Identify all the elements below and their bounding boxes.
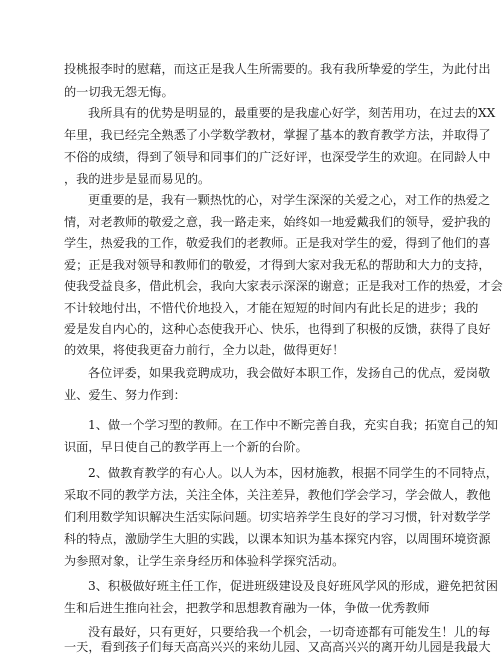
text-line: 的一切我无怨无悔。 [64, 85, 174, 99]
text-line: 使我受益良多，借此机会，我向大家表示深深的谢意；正是我对工作的热爱，才会 [64, 279, 503, 293]
document-page [64, 0, 503, 654]
text-line: 爱；正是我对领导和教师们的敬爱，才得到大家对我无私的帮助和大力的支持， [64, 258, 491, 272]
text-line: 年里，我已经完全熟悉了小学数学教材，掌握了基本的教育教学方法，并取得了 [64, 128, 491, 142]
text-line: 学生，热爱我的工作，敬爱我们的老教师。正是我对学生的爱，得到了他们的喜 [64, 236, 491, 250]
text-line: 不计较地付出，不惜代价地投入，才能在短短的时间内有此长足的进步；我的 [64, 301, 479, 315]
text-line: 一天，看到孩子们每天高高兴兴的来幼儿园、又高高兴兴的离开幼儿园是我最大 [64, 640, 491, 654]
text-line: 采取不同的教学方法，关注全体，关注差异，教他们学会学习，学会做人，教他 [64, 488, 491, 502]
text-line: 情，对老教师的敬爱之意，我一路走来，始终如一地爱戴我们的领导，爱护我的 [64, 215, 491, 229]
text-line: 为参照对象，让学生亲身经历和体验科学探究活动。 [64, 554, 345, 568]
text-line: 生和后进生推向社会，把教学和思想教育融为一体，争做一优秀教师 [64, 601, 430, 615]
text-line: 识面，早日使自己的教学再上一个新的台阶。 [64, 440, 308, 454]
text-line: 没有最好，只有更好，只要给我一个机会，一切奇迹都有可能发生！儿的每 [88, 625, 491, 639]
text-line: 我所具有的优势是明显的，最重要的是我虚心好学，刻苦用功，在过去的XX [88, 106, 496, 120]
text-line: 2、做教育教学的有心人。以人为本，因材施教，根据不同学生的不同特点， [88, 466, 498, 480]
text-line: 们利用数学知识解决生活实际问题。切实培养学生良好的学习习惯，针对数学学 [64, 510, 491, 524]
text-line: 的效果，将使我更奋力前行，全力以赴，做得更好！ [64, 343, 345, 357]
text-line: 1、做一个学习型的教师。在工作中不断完善自我，充实自我；拓宽自己的知 [88, 418, 498, 432]
text-line: 投桃报李时的慰藉，而这正是我人生所需要的。我有我所挚爱的学生，为此付出 [64, 62, 491, 76]
text-line: 业、爱生、努力作到： [64, 388, 186, 402]
text-line: 更重要的是，我有一颗热忱的心，对学生深深的关爱之心，对工作的热爱之 [88, 193, 491, 207]
text-line: ，我的进步是显而易见的。 [64, 172, 211, 186]
text-line: 3、积极做好班主任工作，促进班级建设及良好班风学风的形成，避免把贫困 [88, 579, 498, 593]
text-line: 科的特点，激励学生大胆的实践，以课本知识为基本探究内容，以周围环境资源 [64, 532, 491, 546]
text-line: 各位评委，如果我竞聘成功，我会做好本职工作，发扬自己的优点，爱岗敬 [88, 366, 491, 380]
text-line: 爱是发自内心的，这种心态使我开心、快乐，也得到了积极的反馈，获得了良好 [64, 322, 491, 336]
text-line: 不俗的成绩，得到了领导和同事们的广泛好评，也深受学生的欢迎。在同龄人中 [64, 150, 491, 164]
